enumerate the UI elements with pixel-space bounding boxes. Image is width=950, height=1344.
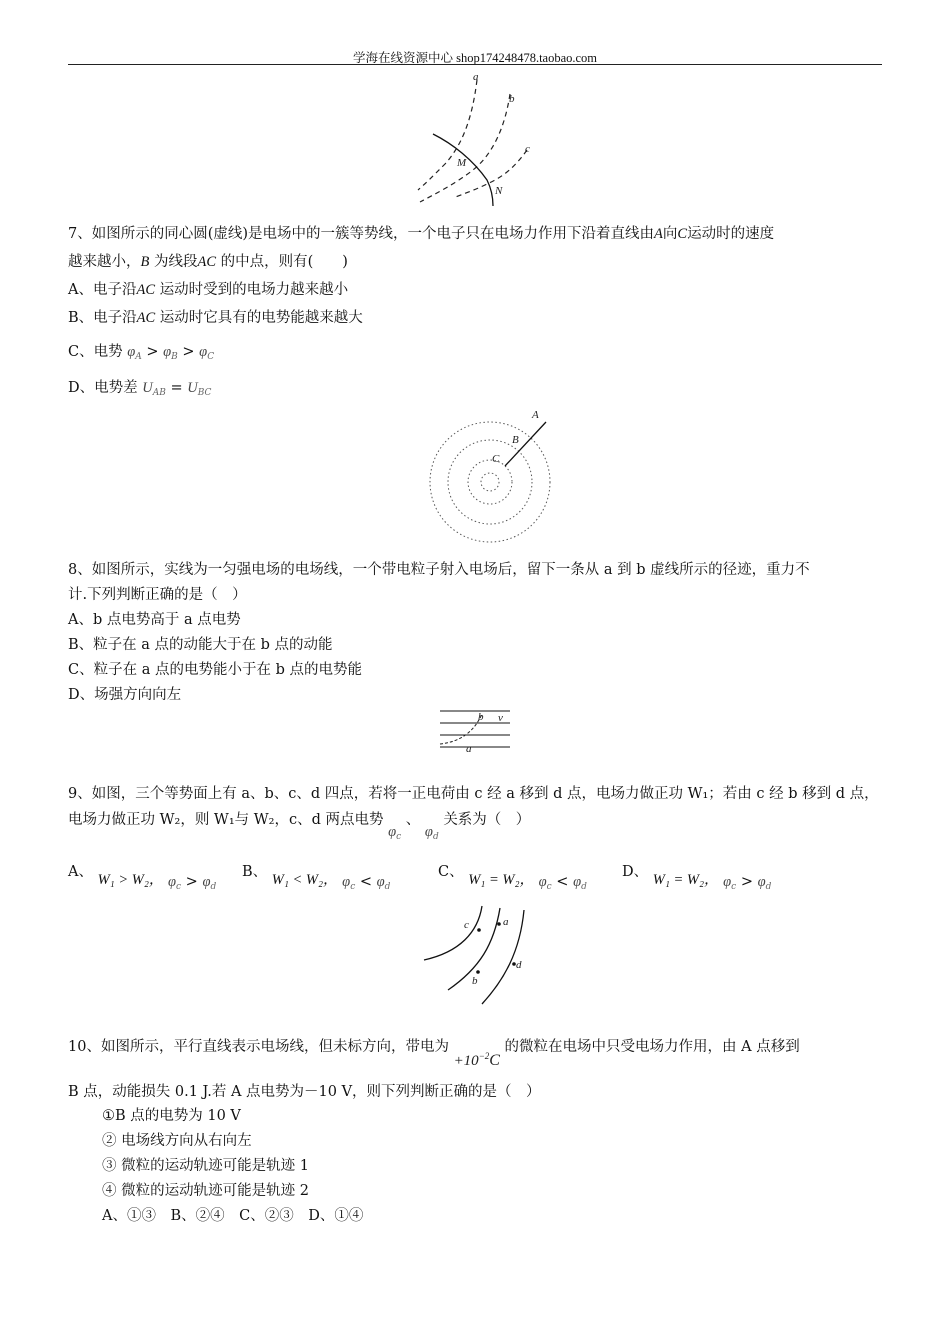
q8-line1: 8、如图所示，实线为一匀强电场的电场线，一个带电粒子射入电场后，留下一条从 a 到 b 虚线所示的径迹，重力不 — [68, 562, 810, 578]
q9-option-b: B、 W₁ < W₂， $\varphi_c < \varphi_d$ — [242, 864, 391, 892]
q8-option-c: C、粒子在 a 点的电势能小于在 b 点的电势能 — [68, 662, 362, 678]
figure-concentric-circles — [428, 410, 558, 550]
label-C: C — [492, 453, 500, 465]
q10-choices: A、①③ B、②④ C、②③ D、①④ — [102, 1208, 364, 1224]
q10-item-1: ①B 点的电势为 10 V — [102, 1108, 241, 1124]
label-a: a — [503, 916, 509, 928]
q7-option-d: D、电势差 $U_{AB} = U_{BC}$ — [68, 380, 212, 398]
q9-option-c: C、 W₁ = W₂， $\varphi_c < \varphi_d$ — [438, 864, 587, 892]
label-m: M — [457, 157, 467, 169]
q8-option-a: A、b 点电势高于 a 点电势 — [68, 612, 241, 628]
figure-uniform-field — [438, 706, 518, 754]
label-a: a — [466, 743, 472, 755]
label-d: d — [516, 959, 522, 971]
page-header: 学海在线资源中心 shop174248478.taobao.com — [352, 51, 598, 65]
q7-line2: 越来越小，B 为线段AC 的中点，则有( ) — [68, 254, 348, 270]
curve-inner — [424, 906, 482, 960]
label-b: b — [472, 975, 478, 987]
label-b: b — [509, 93, 515, 105]
q7-line1: 7、如图所示的同心圆(虚线)是电场中的一簇等势线，一个电子只在电场力作用下沿着直线由A向C运动时的速度 — [68, 226, 775, 242]
header-rule — [68, 64, 882, 65]
q7-option-a: A、电子沿AC 运动时受到的电场力越来越小 — [68, 282, 349, 298]
figure-equipotential-surfaces — [420, 904, 540, 1009]
q10-item-2: ② 电场线方向从右向左 — [102, 1133, 252, 1149]
figure-field-lines-mn — [415, 72, 545, 207]
q10-item-4: ④ 微粒的运动轨迹可能是轨迹 2 — [102, 1183, 309, 1199]
label-B: B — [512, 434, 519, 446]
label-A: A — [532, 409, 539, 421]
q10-line2: B 点，动能损失 0.1 J.若 A 点电势为－10 V，则下列判断正确的是（ ） — [68, 1084, 541, 1100]
label-n: N — [495, 185, 503, 197]
label-c: c — [525, 143, 530, 155]
q9-line1: 9、如图，三个等势面上有 a、b、c、d 四点，若将一正电荷由 c 经 a 移到 d 点，电场力做正功 W₁；若由 c 经 b 移到 d 点， — [68, 786, 879, 802]
q9-option-a: A、 W₁ > W₂， $\varphi_c > \varphi_d$ — [68, 864, 217, 892]
solid-trajectory — [433, 134, 493, 206]
label-c: c — [464, 919, 469, 931]
dashed-trajectory — [440, 714, 482, 744]
label-v: v — [498, 712, 503, 724]
q9-line2: 电场力做正功 W₂，则 W₁与 W₂，c、d 两点电势 $\varphi_c$ 、 $\varphi_d$ 关系为（ ） — [68, 812, 531, 842]
label-b: b — [478, 711, 484, 723]
q10-item-3: ③ 微粒的运动轨迹可能是轨迹 1 — [102, 1158, 309, 1174]
q7-option-b: B、电子沿AC 运动时它具有的电势能越来越大 — [68, 310, 363, 326]
q8-option-d: D、场强方向向左 — [68, 687, 182, 703]
q8-option-b: B、粒子在 a 点的动能大于在 b 点的动能 — [68, 637, 333, 653]
label-a: a — [473, 71, 479, 83]
q9-option-d: D、 W₁ = W₂， $\varphi_c > \varphi_d$ — [622, 864, 772, 892]
q8-line2: 计.下列判断正确的是（ ） — [68, 587, 247, 603]
q7-option-c: C、电势 $\varphi_A > \varphi_B > \varphi_C$ — [68, 344, 215, 362]
q10-line1: 10、如图所示，平行直线表示电场线，但未标方向，带电为 $+10^{-2}C$ 的微粒在电场中只受电场力作用，由 A 点移到 — [68, 1039, 800, 1069]
